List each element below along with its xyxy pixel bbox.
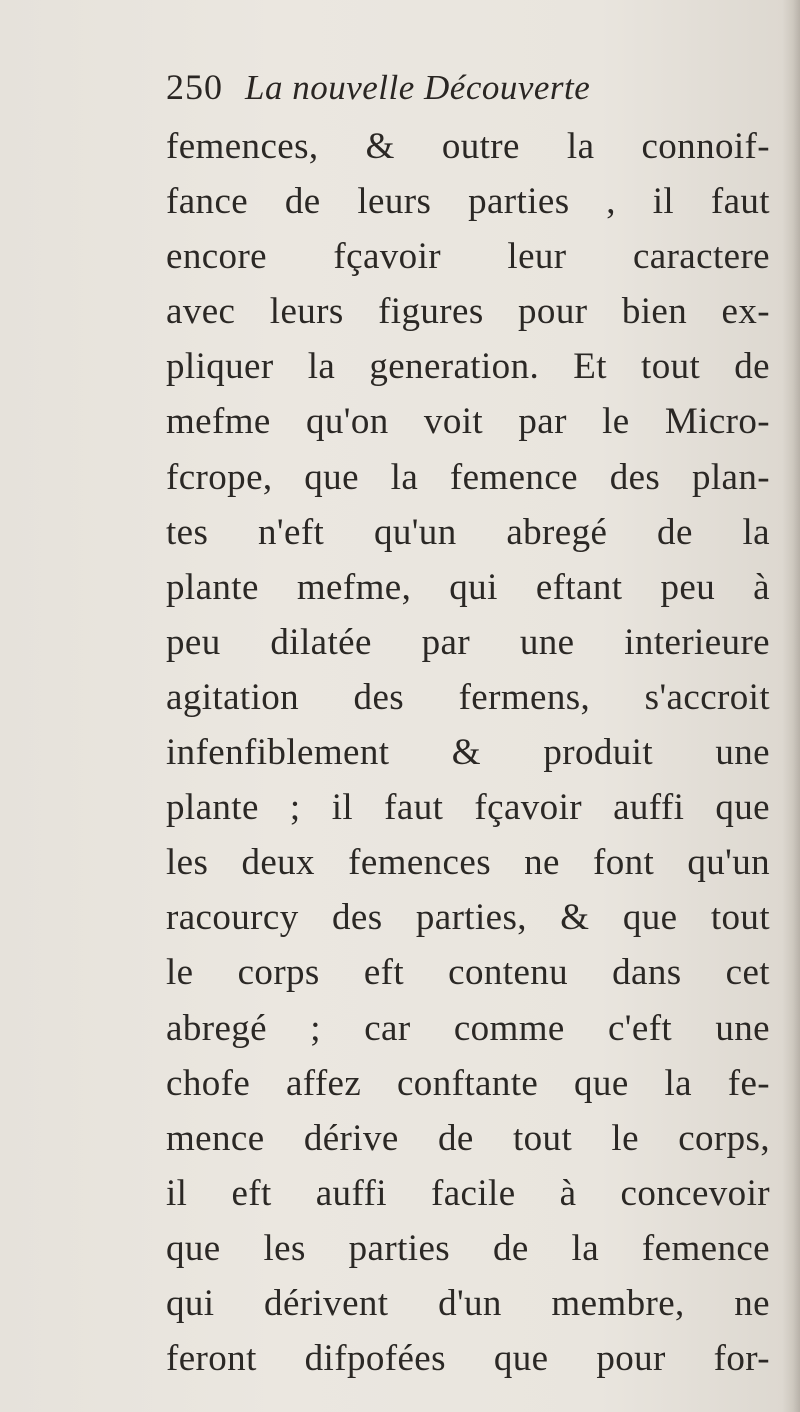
text-line: abregé ; car comme c'eft une — [166, 1007, 770, 1049]
body-text — [166, 119, 770, 1386]
running-head — [166, 66, 590, 116]
text-line: plante ; il faut fçavoir auffi que — [166, 787, 770, 829]
text-line: il eft auffi facile à concevoir — [166, 1172, 770, 1214]
text-line: avec leurs figures pour bien ex- — [166, 291, 770, 333]
text-line: fcrope, que la femence des plan- — [166, 456, 770, 498]
text-line: qui dérivent d'un membre, ne — [166, 1282, 770, 1324]
text-line: infenfiblement & produit une — [166, 732, 770, 774]
text-line: que les parties de la femence — [166, 1227, 770, 1269]
page-edge-shadow — [782, 0, 800, 1412]
text-line: feront difpofées que pour for- — [166, 1338, 770, 1380]
text-line: racourcy des parties, & que tout — [166, 897, 770, 939]
text-line: fance de leurs parties , il faut — [166, 181, 770, 223]
running-title: La nouvelle Découverte — [245, 68, 591, 107]
text-line: peu dilatée par une interieure — [166, 621, 770, 663]
page-number: 250 — [166, 67, 223, 107]
text-line: femences, & outre la connoif- — [166, 126, 770, 167]
text-line: mefme qu'on voit par le Micro- — [166, 401, 770, 443]
text-line: encore fçavoir leur caractere — [166, 236, 770, 278]
text-line: chofe affez conftante que la fe- — [166, 1062, 770, 1104]
text-line: les deux femences ne font qu'un — [166, 842, 770, 884]
text-line: agitation des fermens, s'accroit — [166, 676, 770, 718]
text-line: le corps eft contenu dans cet — [166, 952, 770, 994]
text-line: pliquer la generation. Et tout de — [166, 346, 770, 388]
text-line: plante mefme, qui eftant peu à — [166, 566, 770, 608]
text-line: mence dérive de tout le corps, — [166, 1117, 770, 1159]
text-line: tes n'eft qu'un abregé de la — [166, 511, 770, 553]
